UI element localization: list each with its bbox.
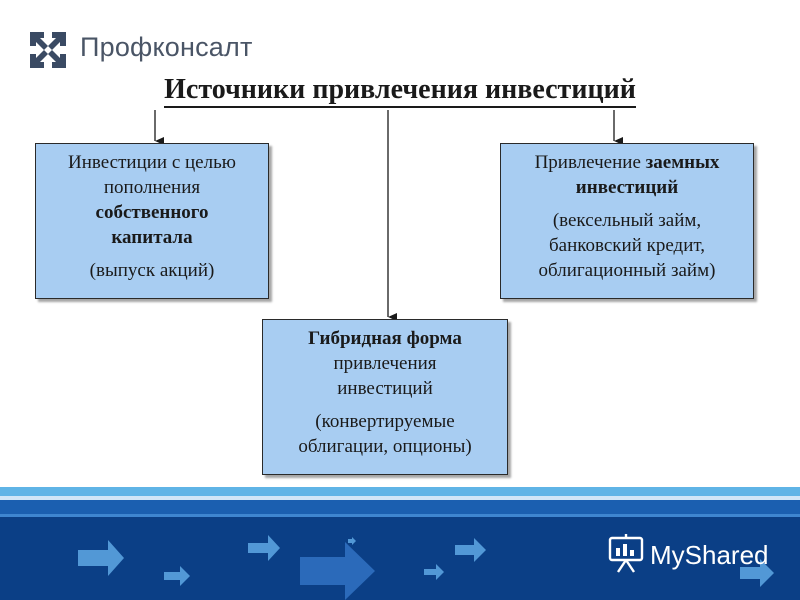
profconsult-logo-icon (28, 30, 68, 70)
box-text-bold: капитала (111, 227, 193, 248)
brand-name: Профконсалт (80, 32, 253, 62)
box-text: привлечения (333, 353, 437, 374)
box-note: облигации, опционы) (298, 436, 472, 457)
box-note: (конвертируемые (315, 411, 455, 432)
box-text-bold: собственного (95, 202, 209, 223)
box-note: банковский кредит, (548, 235, 706, 256)
borrowed-investment-box (500, 143, 754, 299)
box-text: Инвестиции с целью (68, 152, 236, 173)
hybrid-investment-box (262, 319, 508, 475)
box-text-bold: инвестиций (575, 177, 679, 198)
box-text-bold: Гибридная форма (308, 328, 462, 349)
presentation-board-icon (608, 534, 644, 574)
box-note: (вексельный займ, (552, 210, 702, 231)
box-note: (выпуск акций) (89, 260, 215, 281)
diagram-title: Источники привлечения инвестиций (0, 74, 800, 106)
box-note: облигационный займ) (538, 260, 716, 281)
box-text: инвестиций (337, 378, 433, 399)
equity-investment-box (35, 143, 269, 299)
box-text: Привлечение заемных (534, 152, 720, 173)
box-text: пополнения (103, 177, 201, 198)
watermark-text: MyShared (650, 540, 769, 570)
